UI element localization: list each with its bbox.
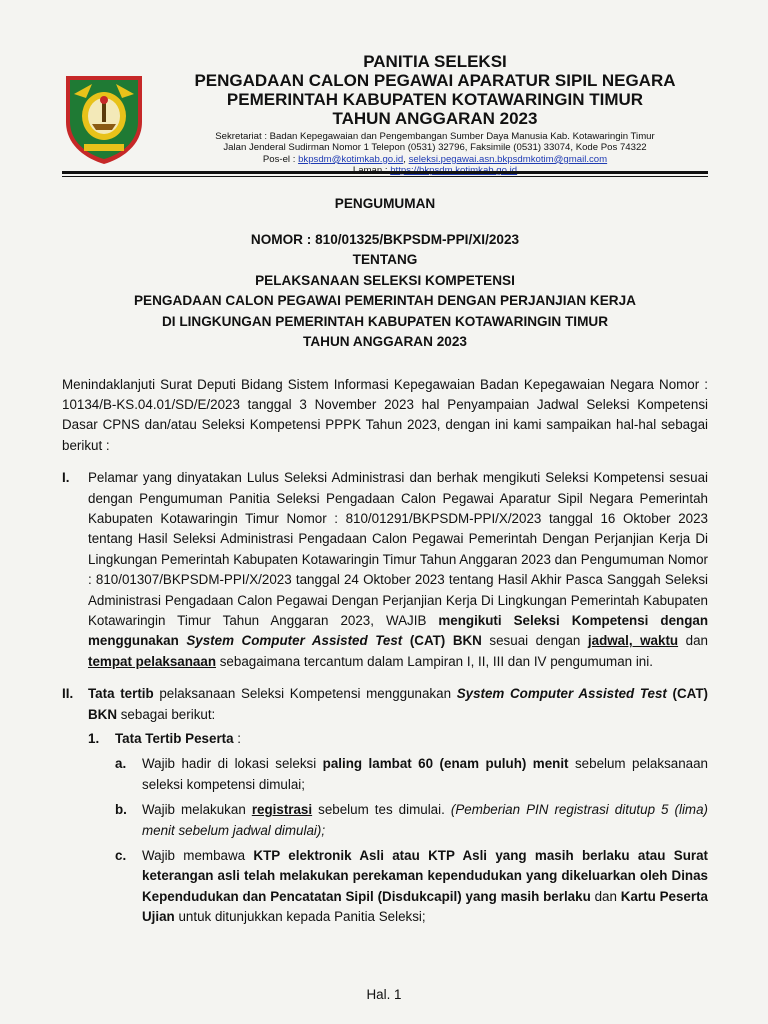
list-item-b-text-2: sebelum tes dimulai. bbox=[312, 802, 451, 818]
list-item-c-bold: KTP elektronik Asli atau KTP Asli yang masih berlaku atau Surat keterangan asli telah melakukan perekaman kependudukan yang dikeluarkan oleh Dinas Kependudukan dan Pencatatan Sipil (Disdukcapil) yang masih berlaku bbox=[142, 848, 708, 904]
letterhead-contact bbox=[162, 131, 708, 177]
section-1-italic: System Computer Assisted Test bbox=[186, 633, 403, 649]
announcement-subject-4: TAHUN ANGGARAN 2023 bbox=[303, 334, 467, 349]
section-1-cat-bkn: (CAT) BKN bbox=[402, 633, 482, 649]
section-2-bold: Tata tertib bbox=[88, 686, 154, 702]
section-1-number: I. bbox=[62, 470, 70, 486]
list-item-c-bold-2: Kartu Peserta Ujian bbox=[142, 888, 708, 925]
list-item-c-text-2: dan bbox=[590, 888, 621, 904]
section-1-bold: mengikuti Seleksi Kompetensi dengan menggunakan bbox=[88, 612, 709, 649]
website-label: Laman : bbox=[352, 165, 391, 177]
list-item-c-text-3: untuk ditunjukkan kepada Panitia Seleksi; bbox=[174, 909, 426, 925]
letterhead-line-3: PEMERINTAH KABUPATEN KOTAWARINGIN TIMUR bbox=[226, 90, 644, 109]
email-label: Pos-el : bbox=[262, 153, 299, 165]
announcement-heading: PENGUMUMAN bbox=[334, 196, 436, 211]
address-line: Jalan Jenderal Sudirman Nomor 1 Telepon (0531) 32796, Faksimile (0531) 33074, Kode Pos 74322 bbox=[223, 142, 647, 154]
section-1-schedule-underlined: jadwal, waktu bbox=[587, 633, 679, 649]
announcement-body bbox=[62, 375, 708, 928]
list-item-a-bold: paling lambat 60 (enam puluh) menit bbox=[322, 756, 569, 772]
list-item-b-italic: (Pemberian PIN registrasi ditutup 5 (lima) menit sebelum jadwal dimulai); bbox=[142, 802, 708, 838]
letterhead bbox=[62, 0, 708, 177]
letterhead-divider-thin bbox=[62, 176, 708, 177]
email-link-2[interactable]: seleksi.pegawai.asn.bkpsdmkotim@gmail.com bbox=[408, 153, 608, 165]
subsection-1-label: Tata Tertib Peserta bbox=[115, 731, 234, 746]
email-line bbox=[162, 154, 708, 165]
section-1-text-4: sebagaimana tercantum dalam Lampiran I, II, III dan IV pengumuman ini. bbox=[216, 653, 653, 669]
intro-paragraph: Menindaklanjuti Surat Deputi Bidang Sistem Informasi Kepegawaian Badan Kepegawaian Negara Nomor : 10134/B-KS.04.01/SD/E/2023 tanggal 3 November 2023 hal Penyampaian Jadwal Seleksi Kompetensi Dasar CPNS dan/atau Seleksi Kompetensi PPPK Tahun 2023, dengan ini kami sampaikan hal-hal sebagai berikut : bbox=[62, 376, 708, 453]
list-item-a bbox=[115, 754, 708, 795]
section-1-text-2: sesuai dengan bbox=[481, 633, 588, 649]
announcement-subject-3: DI LINGKUNGAN PEMERINTAH KABUPATEN KOTAWARINGIN TIMUR bbox=[161, 313, 609, 329]
page-number: Hal. 1 bbox=[366, 987, 402, 1002]
list-item-c-text: Wajib membawa bbox=[142, 848, 254, 864]
list-item-c-letter: c. bbox=[115, 848, 127, 864]
list-item-a-text: Wajib hadir di lokasi seleksi bbox=[142, 756, 323, 772]
email-separator: , bbox=[403, 153, 409, 165]
list-item-a-text-2: sebelum pelaksanaan seleksi kompetensi dimulai; bbox=[142, 756, 708, 792]
section-2-number: II. bbox=[62, 686, 74, 702]
section-2-cat-bkn: (CAT) BKN bbox=[88, 686, 708, 722]
section-2-text-2: sebagai berikut: bbox=[117, 706, 216, 722]
list-item-b-letter: b. bbox=[115, 802, 127, 818]
list-item-b bbox=[115, 800, 708, 841]
announcement-subject-1: PELAKSANAAN SELEKSI KOMPETENSI bbox=[255, 272, 515, 288]
letterhead-text bbox=[162, 52, 708, 177]
announcement-number: NOMOR : 810/01325/BKPSDM-PPI/XI/2023 bbox=[250, 231, 520, 247]
list-item-a-letter: a. bbox=[115, 756, 127, 772]
subsection-1-number: 1. bbox=[88, 731, 100, 746]
section-2-italic: System Computer Assisted Test bbox=[456, 686, 667, 702]
announcement-subject-2: PENGADAAN CALON PEGAWAI PEMERINTAH DENGAN PERJANJIAN KERJA bbox=[133, 293, 636, 308]
secretariat-line: Sekretariat : Badan Kepegawaian dan Pengembangan Sumber Daya Manusia Kab. Kotawaringin Timur bbox=[215, 131, 655, 142]
letterhead-line-4: TAHUN ANGGARAN 2023 bbox=[332, 109, 538, 128]
list-item-b-registration: registrasi bbox=[251, 802, 313, 818]
kotawaringin-timur-emblem-icon bbox=[62, 70, 146, 166]
list-item-b-text: Wajib melakukan bbox=[142, 802, 252, 818]
subsection-1-suffix: : bbox=[233, 731, 242, 746]
section-1-place-underlined: tempat pelaksanaan bbox=[88, 653, 217, 669]
letterhead-line-1: PANITIA SELEKSI bbox=[363, 52, 507, 71]
announcement-about: TENTANG bbox=[352, 252, 418, 267]
list-item-c bbox=[115, 846, 708, 928]
letterhead-line-2: PENGADAAN CALON PEGAWAI APARATUR SIPIL NEGARA bbox=[194, 71, 676, 90]
letterhead-divider-thick bbox=[62, 171, 708, 174]
announcement-title bbox=[62, 194, 708, 353]
section-2 bbox=[62, 684, 708, 927]
section-1 bbox=[62, 468, 708, 672]
section-1-text: Pelamar yang dinyatakan Lulus Seleksi Administrasi dan berhak mengikuti Seleksi Kompetensi sesuai dengan Pengumuman Panitia Seleksi Pengadaan Calon Pegawai Aparatur Sipil Negara Pemerintah Kabupaten Kotawaringin Timur Nomor : 810/01291/BKPSDM-PPI/X/2023 tanggal 16 Oktober 2023 tentang Hasil Seleksi Administrasi Pengadaan Calon Pegawai Pemerintah Dengan Perjanjian Kerja Di Lingkungan Pemerintah Kabupaten Kotawaringin Timur Tahun Anggaran 2023 dan Pengumuman Nomor : 810/01307/BKPSDM-PPI/X/2023 tanggal 24 Oktober 2023 tentang Hasil Akhir Pasca Sanggah Seleksi Administrasi Pengadaan Calon Pegawai Dengan Perjanjian Kerja Di Lingkungan Pemerintah Kabupaten Kotawaringin Timur Tahun Anggaran 2023, WAJIB bbox=[88, 470, 708, 628]
email-link-1[interactable]: bkpsdm@kotimkab.go.id bbox=[298, 153, 404, 165]
subsection-1 bbox=[88, 729, 708, 928]
section-1-text-3: dan bbox=[678, 633, 708, 649]
section-2-text: pelaksanaan Seleksi Kompetensi menggunakan bbox=[153, 686, 457, 702]
website-link[interactable]: https://bkpsdm.kotimkab.go.id bbox=[390, 165, 518, 177]
